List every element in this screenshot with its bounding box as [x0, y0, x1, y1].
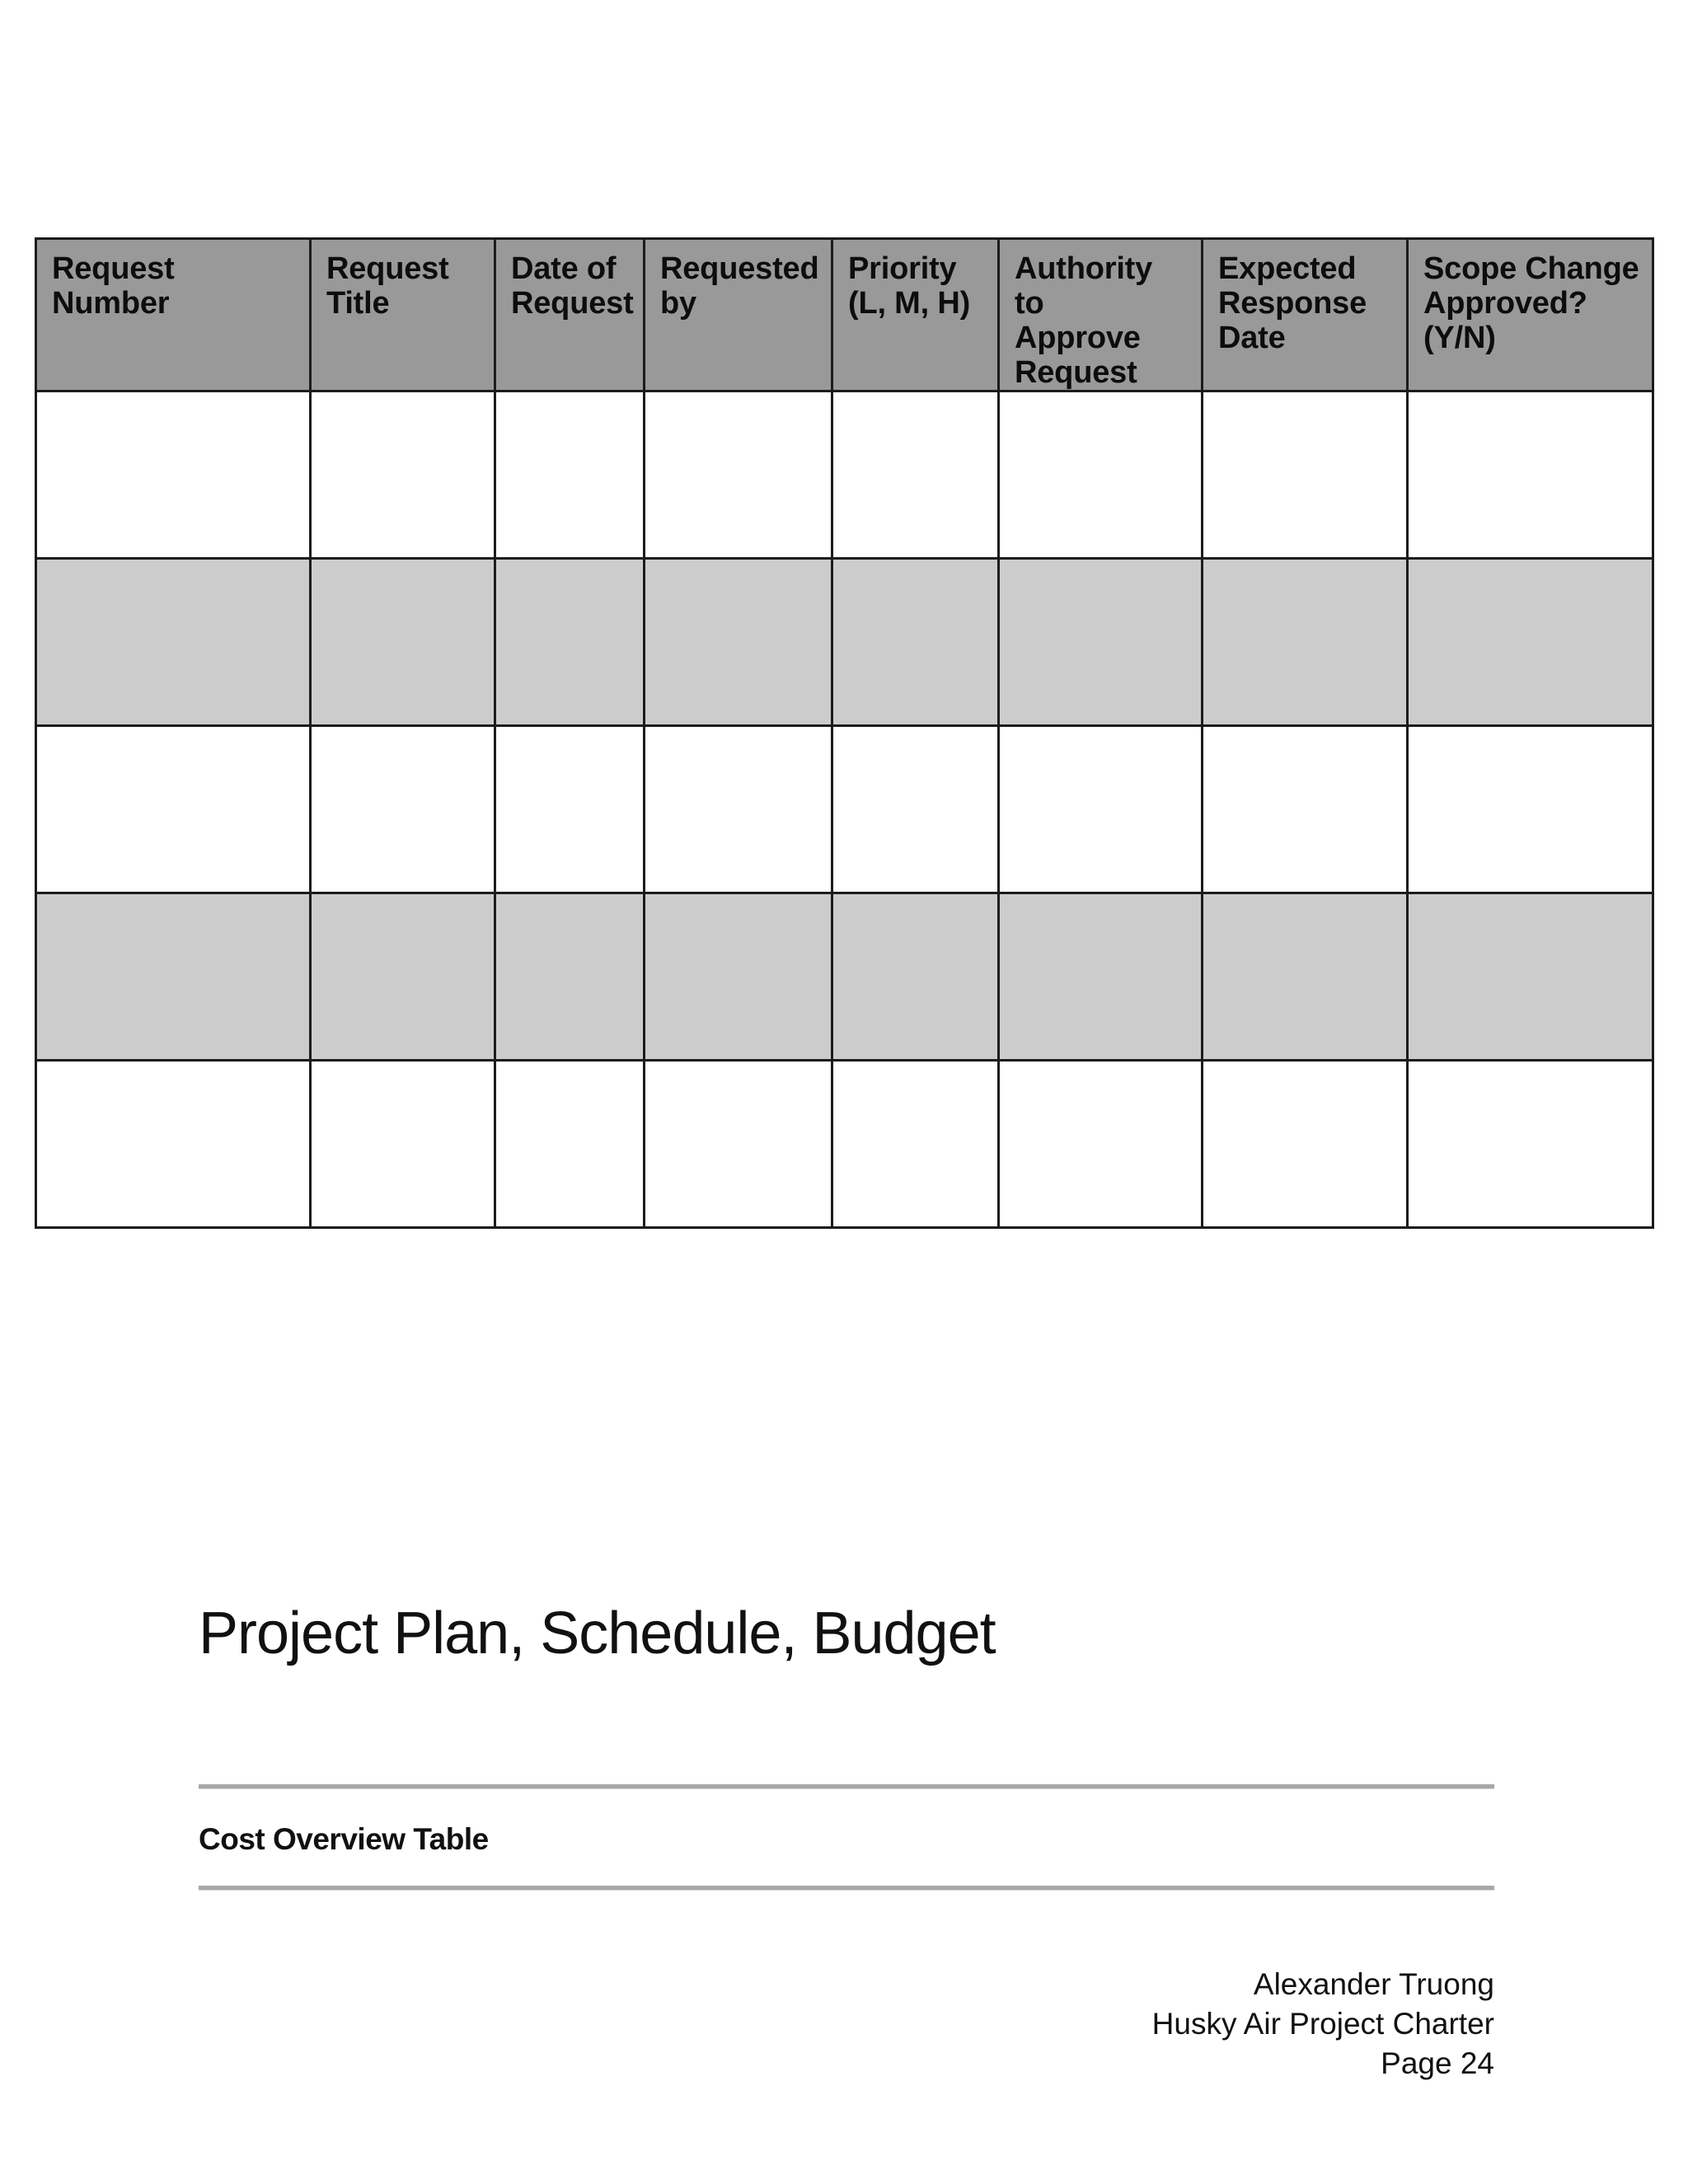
table-cell — [999, 726, 1203, 893]
table-cell — [645, 893, 832, 1061]
scope-change-request-table — [35, 237, 1654, 1229]
table-cell — [495, 391, 645, 559]
header-requested-by: Requested by — [645, 239, 832, 391]
table-cell — [999, 559, 1203, 726]
table-cell — [999, 893, 1203, 1061]
table-cell — [832, 559, 999, 726]
table-cell — [645, 1061, 832, 1228]
table-cell — [1203, 893, 1408, 1061]
table-cell — [645, 726, 832, 893]
table-cell — [832, 1061, 999, 1228]
footer-page-number: Page 24 — [1381, 2046, 1494, 2080]
table-cell — [999, 1061, 1203, 1228]
section-title: Project Plan, Schedule, Budget — [199, 1601, 996, 1666]
table-cell — [311, 726, 495, 893]
table-cell — [1408, 893, 1653, 1061]
table-cell — [495, 559, 645, 726]
header-expected-response-date: Expected Response Date — [1203, 239, 1408, 391]
table-cell — [495, 1061, 645, 1228]
footer-author: Alexander Truong — [1253, 1967, 1494, 2001]
table-cell — [832, 893, 999, 1061]
table-cell — [36, 559, 311, 726]
table-cell — [311, 559, 495, 726]
header-request-number: Request Number — [36, 239, 311, 391]
table-cell — [495, 726, 645, 893]
table-cell — [311, 391, 495, 559]
subheading: Cost Overview Table — [199, 1822, 489, 1856]
table-cell — [832, 726, 999, 893]
table-row — [36, 726, 1653, 893]
table-header-row — [36, 239, 1653, 391]
table-cell — [645, 559, 832, 726]
page-footer — [1152, 1965, 1494, 2083]
table-cell — [1203, 1061, 1408, 1228]
horizontal-rule-bottom — [199, 1886, 1494, 1891]
table-cell — [1203, 726, 1408, 893]
header-priority: Priority (L, M, H) — [832, 239, 999, 391]
table-cell — [311, 1061, 495, 1228]
header-authority-to-approve: Authority to Approve Request — [999, 239, 1203, 391]
table-cell — [1408, 391, 1653, 559]
horizontal-rule-top — [199, 1784, 1494, 1789]
table-cell — [1203, 391, 1408, 559]
table-cell — [1408, 559, 1653, 726]
table-cell — [832, 391, 999, 559]
table-cell — [311, 893, 495, 1061]
table-cell — [1203, 559, 1408, 726]
table-cell — [36, 1061, 311, 1228]
table-cell — [495, 893, 645, 1061]
footer-document-title: Husky Air Project Charter — [1151, 2007, 1494, 2041]
table-row — [36, 893, 1653, 1061]
table-row — [36, 559, 1653, 726]
table-cell — [36, 893, 311, 1061]
table-cell — [999, 391, 1203, 559]
table-row — [36, 1061, 1653, 1228]
table-cell — [1408, 1061, 1653, 1228]
table-cell — [645, 391, 832, 559]
header-scope-change-approved: Scope Change Approved? (Y/N) — [1408, 239, 1653, 391]
table-cell — [1408, 726, 1653, 893]
header-date-of-request: Date of Request — [495, 239, 645, 391]
header-request-title: Request Title — [311, 239, 495, 391]
table-row — [36, 391, 1653, 559]
table-cell — [36, 391, 311, 559]
table-cell — [36, 726, 311, 893]
